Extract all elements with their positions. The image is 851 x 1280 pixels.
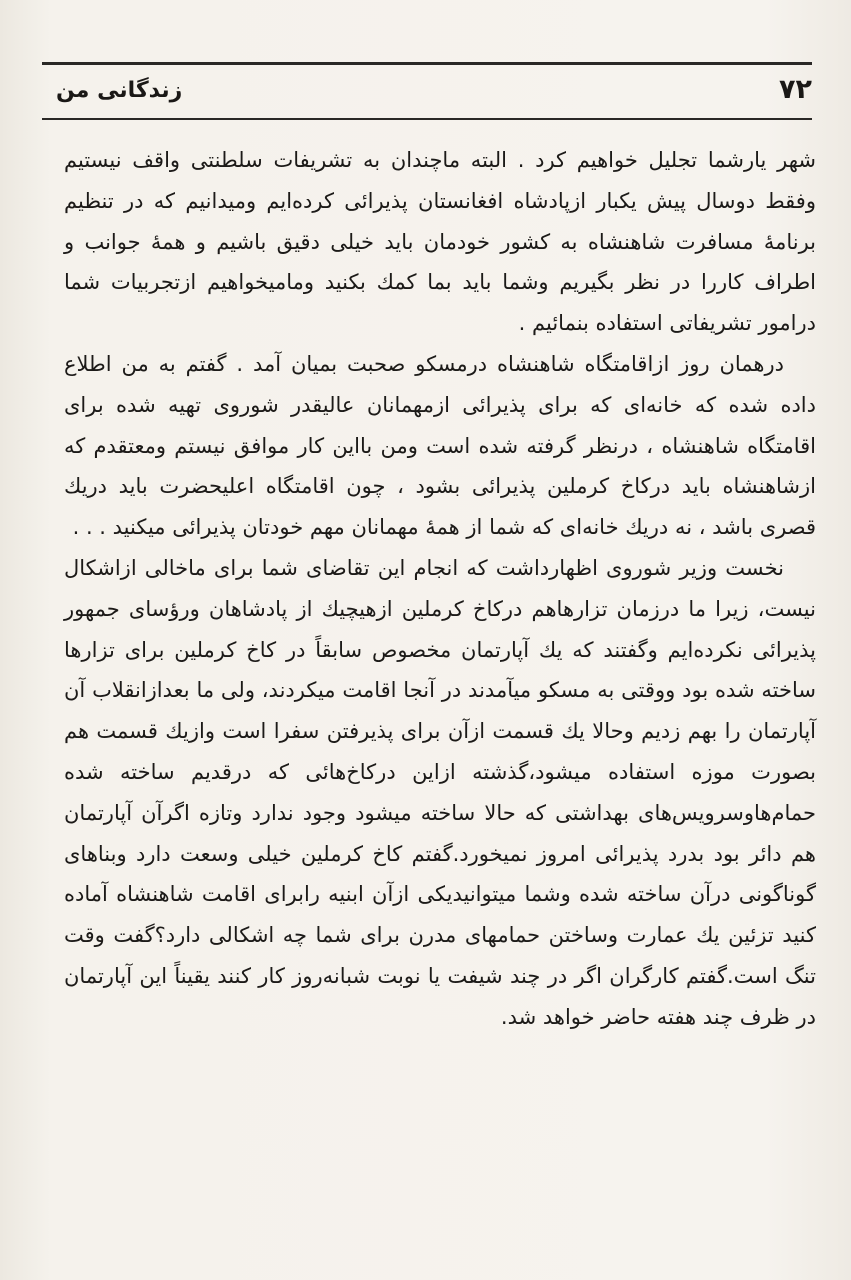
header-rule-top bbox=[42, 62, 812, 65]
paragraph-2: درهمان روز ازاقامتگاه شاهنشاه درمسکو صحبت بمیان آمد . گفتم به من اطلاع داده شده که خانه‌ای که برای پذیرائی ازمهمانان عالیقدر شوروی تهیه شده برای اقامتگاه شاهنشاه ، درنظر گرفته شده است ومن بااین کار موافق نیستم ومعتقدم که ازشاهنشاه باید درکاخ کرملین پذیرائی بشود ، چون اقامتگاه اعلیحضرت باید دریك قصری باشد ، نه دریك خانه‌ای که شما از همهٔ مهمانان مهم خودتان پذیرائی میکنید . . . bbox=[64, 351, 816, 540]
body-text bbox=[64, 140, 816, 1038]
paragraph-3: نخست وزیر شوروی اظهارداشت که انجام این تقاضای شما برای ماخالی ازاشکال نیست، زیرا ما درزمان تزارهاهم درکاخ کرملین ازهیچیك از پادشاهان ورؤسای جمهور پذیرائی نکرده‌ایم وگفتند که یك آپارتمان مخصوص سابقاً در کاخ کرملین برای تزارها ساخته شده بود ووقتی به مسکو میآمدند در آنجا اقامت میکردند، ولی ما بعدازانقلاب آن آپارتمان را بهم زدیم وحالا یك قسمت ازآن برای پذیرفتن سفرا است وازیك قسمت هم بصورت موزه استفاده میشود،گذشته ازاین درکاخ‌هائی که درقدیم ساخته شده حمام‌هاوسرویس‌های بهداشتی که حالا ساخته میشود وجود ندارد وتازه اگرآن آپارتمان هم دائر بود بدرد پذیرائی امروز نمیخورد.گفتم کاخ کرملین خیلی وسعت دارد وبناهای گوناگونی درآن ساخته شده وشما میتوانیدیکی ازآن ابنیه رابرای اقامت شاهنشاه آماده کنید تزئین یك عمارت وساختن حمامهای مدرن برای شما چه اشکالی دارد؟گفت وقت تنگ است.گفتم کارگران اگر در چند شیفت یا نوبت شبانه‌روز کار کنند یقیناً این آپارتمان در ظرف چند هفته حاضر خواهد شد. bbox=[64, 555, 816, 1029]
page-header bbox=[42, 62, 812, 122]
page-number: ۷۲ bbox=[779, 74, 812, 105]
header-rule-bottom bbox=[42, 118, 812, 120]
paragraph-1: شهر یارشما تجلیل خواهیم کرد . البته ماچندان به تشریفات سلطنتی واقف نیستیم وفقط دوسال پیش یکبار ازپادشاه افغانستان پذیرائی کرده‌ایم ومیدانیم که در تنظیم برنامهٔ مسافرت شاهنشاه به کشور خودمان باید خیلی دقیق باشیم و همهٔ جوانب و اطراف کاررا در نظر بگیریم وشما باید بما کمك بکنید وماميخواهيم ازتجربيات شما درامور تشریفاتی استفاده بنمائیم . bbox=[64, 148, 816, 336]
running-title: زندگانی من bbox=[56, 78, 183, 103]
